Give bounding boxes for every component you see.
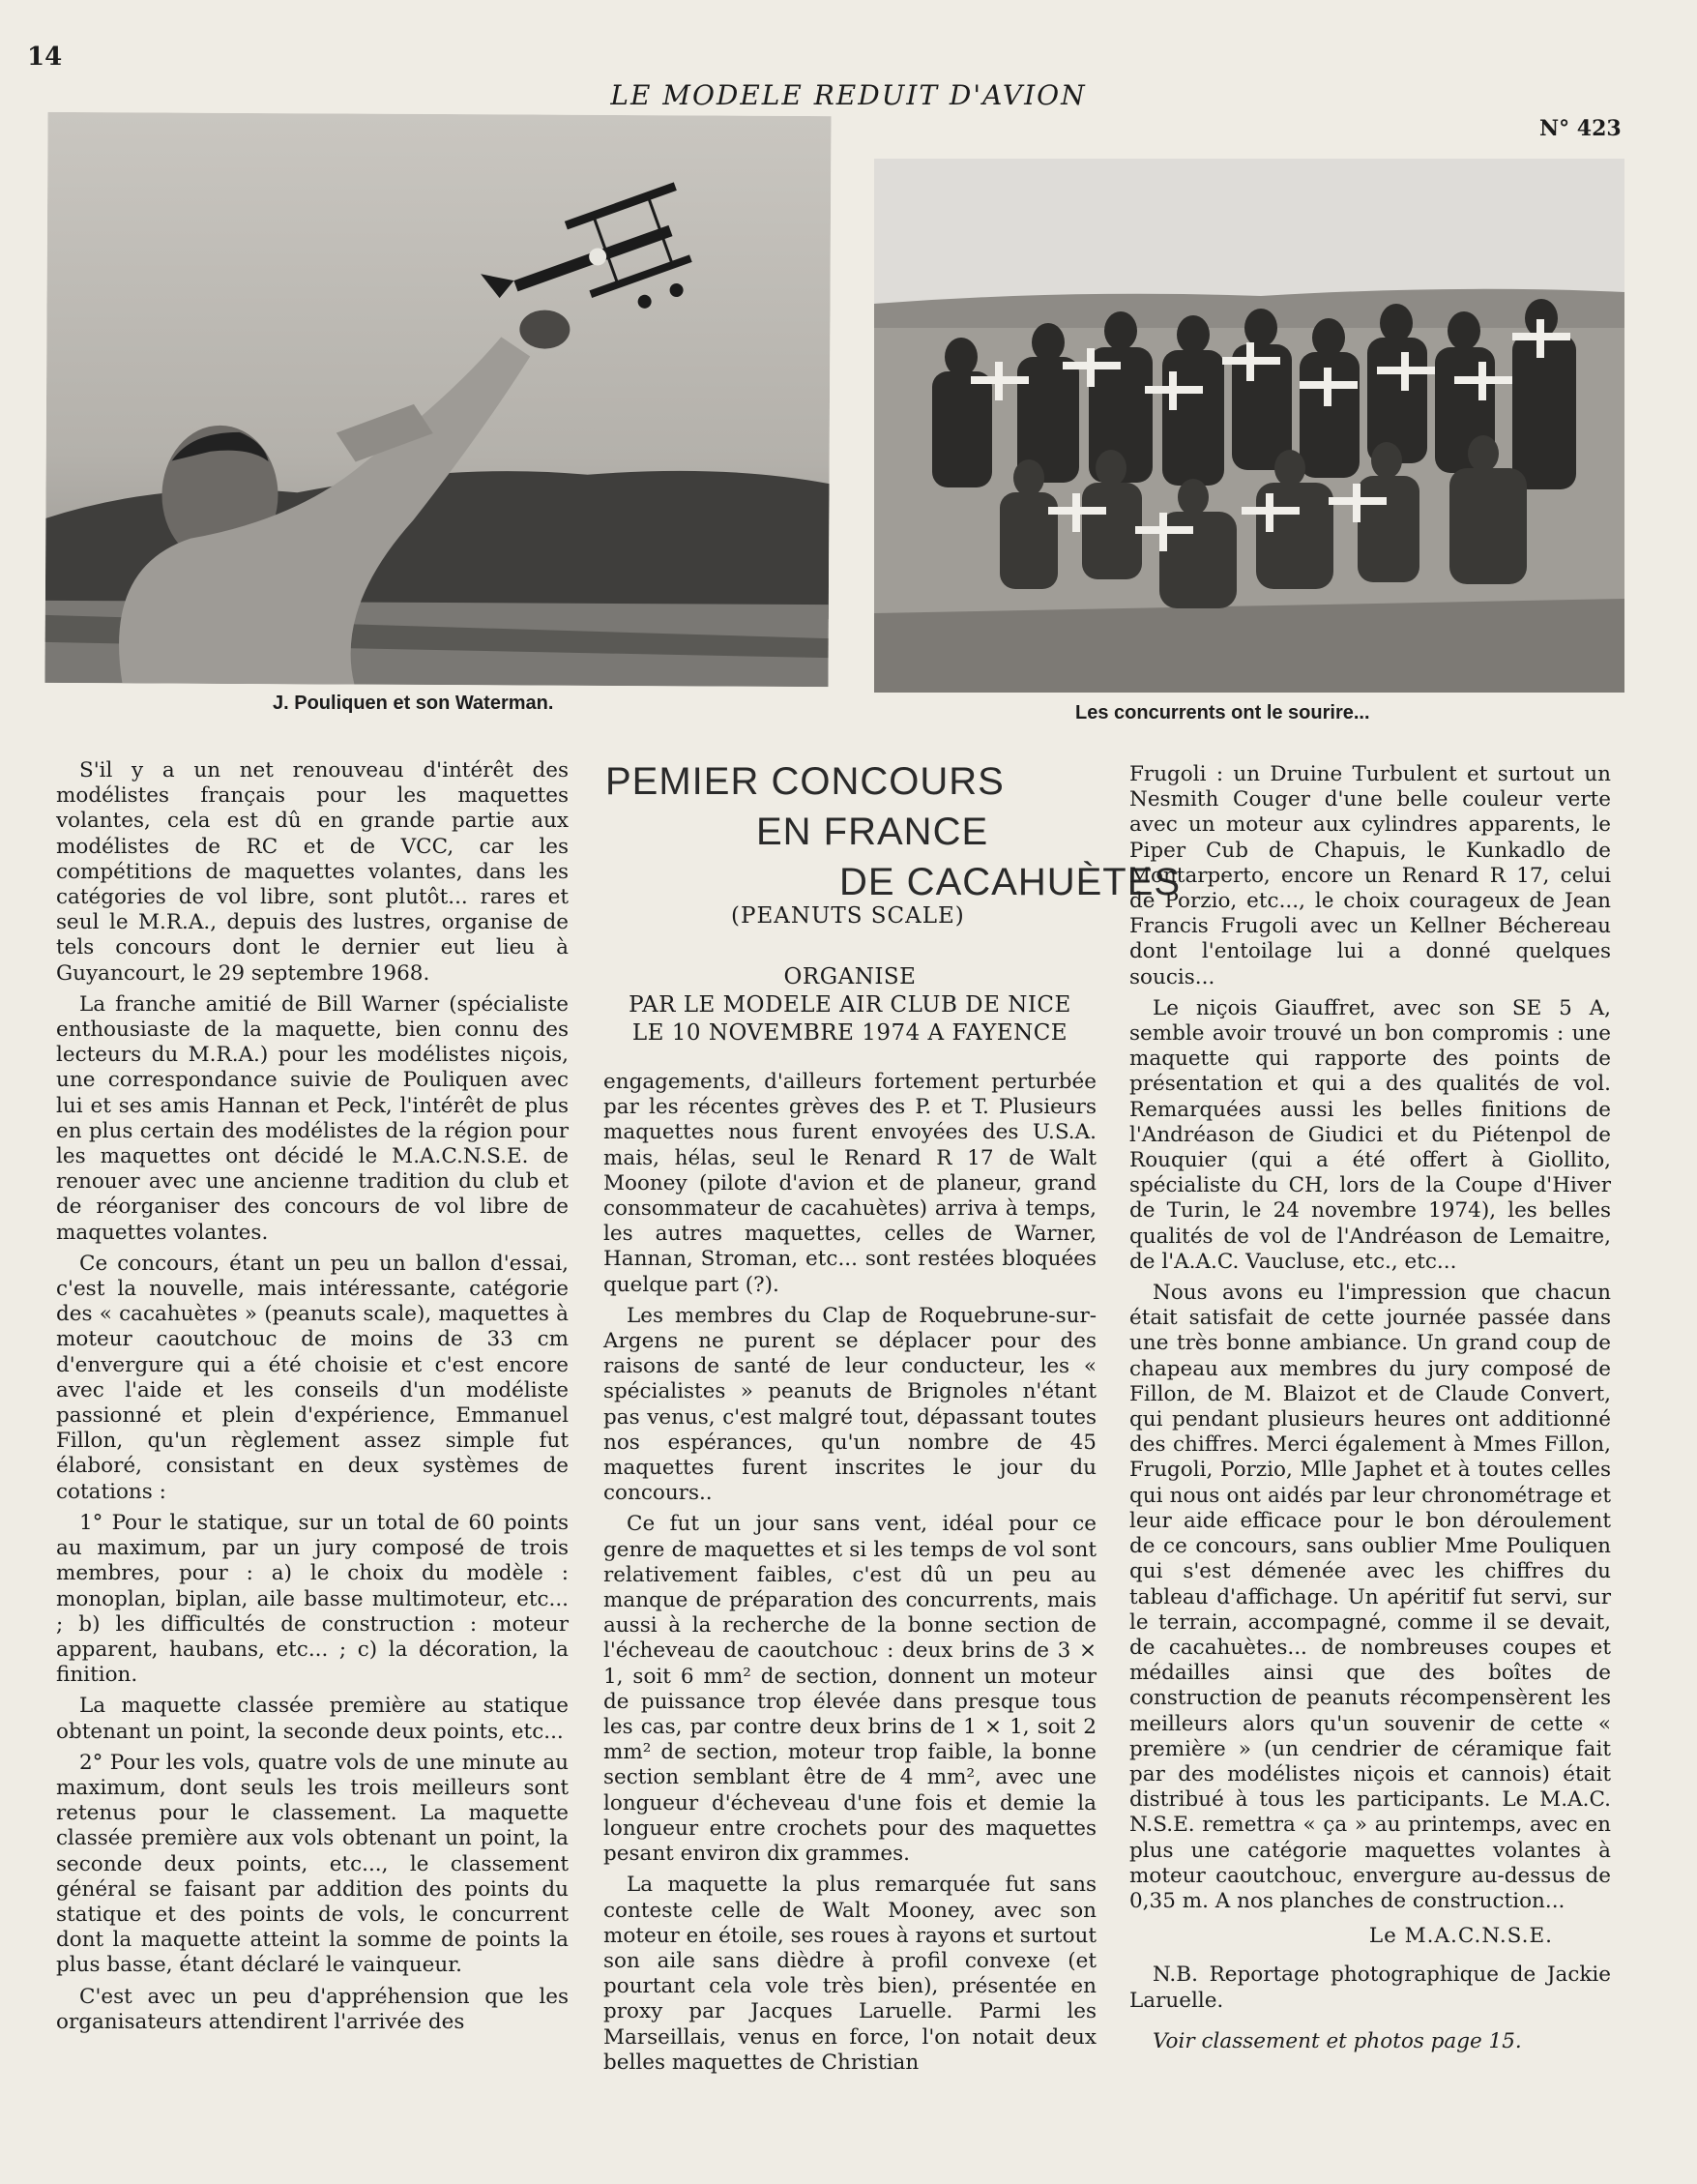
page-number: 14: [27, 43, 63, 72]
photo-group-image: [874, 159, 1624, 693]
headline-line-1: PEMIER CONCOURS: [605, 760, 1005, 803]
article-column-left: [56, 758, 569, 2041]
organiser-line-2: PAR LE MODELE AIR CLUB DE NICE: [629, 992, 1071, 1018]
organiser-line-1: ORGANISE: [783, 964, 917, 989]
paragraph: Nous avons eu l'impression que chacun était satisfait de cette journée passée dans une très bonne ambiance. Un grand coup de chapeau aux membres du jury composé de Fillon, de M. Blaizot et de Claude Convert, qui pendant plusieurs heures ont additionné des chiffres. Merci également à Mmes Fillon, Frugoli, Porzio, Mlle Japhet et à toutes celles qui nous ont aidés par leur chronométrage et leur aide efficace pour le bon déroulement de ce concours, sans oublier Mme Pouliquen qui s'est démenée avec les chiffres du tableau d'affichage. Un apéritif fut servi, sur le terrain, accompagné, comme il se devait, de cacahuètes... de nombreuses coupes et médailles ainsi que des boîtes de construction de peanuts récompensèrent les meilleurs alors qu'un souvenir de cette « première » (un cendrier de céramique fait par des modélistes niçois et cannois) était distribué à tous les participants. Le M.A.C. N.S.E. remettra « ça » au printemps, avec en plus une catégorie maquettes volantes à moteur caoutchouc, envergure au-dessus de 0,35 m. A nos planches de construction...: [1129, 1281, 1611, 1913]
paragraph: Ce fut un jour sans vent, idéal pour ce genre de maquettes et si les temps de vol sont relativement faibles, c'est dû un peu au manque de préparation des concurrents, mais aussi à la recherche de la bonne section de l'écheveau de caoutchouc : deux brins de 3 × 1, soit 6 mm² de section, donnent un moteur de puissance trop élevée dans presque tous les cas, par contre deux brins de 1 × 1, soit 2 mm² de section, moteur trop faible, la bonne section semblant être de 4 mm², avec une longueur d'écheveau d'une fois et demie la longueur entre crochets pour des maquettes pesant environ dix grammes.: [603, 1512, 1097, 1867]
article-signature: Le M.A.C.N.S.E.: [1368, 1924, 1553, 1949]
see-also-note: Voir classement et photos page 15.: [1153, 2028, 1522, 2053]
paragraph: Frugoli : un Druine Turbulent et surtout un Nesmith Couger d'une belle couleur verte avec un moteur aux cylindres apparents, le Piper Cub de Chapuis, le Kunkadlo de Montarperto, encore un Renard R 17, celui de Porzio, etc..., le choix courageux de Jean Francis Frugoli avec un Kellner Béchereau dont l'entoilage lui a donné quelques soucis...: [1129, 762, 1611, 989]
paragraph: Le niçois Giauffret, avec son SE 5 A, semble avoir trouvé un bon compromis : une maquette qui rapporte des points de présentation et qui a des qualités de vol. Remarquées aussi les belles finitions de l'Andréason de Giudici et du Piétenpol de Rouquier (qui a été offert à Giollito, spécialiste du CH, lors de la Coupe d'Hiver de Turin, le 24 novembre 1974), les belles qualités de vol de l'Andréason de Lemaitre, de l'A.A.C. Vaucluse, etc., etc...: [1129, 995, 1611, 1274]
headline-line-3: DE CACAHUÈTES: [839, 861, 1182, 903]
paragraph: S'il y a un net renouveau d'intérêt des modélistes français pour les maquettes volantes, cela est dû en grande partie aux modélistes de RC et de VCC, car les compétitions de maquettes volantes, dans les catégories de vol libre, sont plutôt... rares et seul le M.R.A., depuis des lustres, organise de tels concours dont le dernier eut lieu à Guyancourt, le 29 septembre 1968.: [56, 758, 569, 986]
article-column-right: [1129, 762, 1611, 2054]
article-column-middle: [603, 1070, 1097, 2081]
photo-caption-left: J. Pouliquen et son Waterman.: [273, 693, 554, 714]
headline-line-2: EN FRANCE: [756, 811, 989, 853]
photo-concurrents-group: [874, 159, 1624, 693]
paragraph: Ce concours, étant un peu un ballon d'essai, c'est la nouvelle, mais intéressante, catégorie des « cacahuètes » (peanuts scale), maquettes à moteur caoutchouc de moins de 33 cm d'envergure qui a été choisie et c'est encore avec l'aide et les conseils d'un modéliste passionné et plein d'expérience, Emmanuel Fillon, qu'un règlement assez simple fut élaboré, consistant en deux systèmes de cotations :: [56, 1251, 569, 1504]
paragraph: Les membres du Clap de Roquebrune-sur-Argens ne purent se déplacer pour des raisons de santé de leur conducteur, les « spécialistes » peanuts de Brignoles n'étant pas venus, c'est malgré tout, dépassant toutes nos espérances, qu'un nombre de 45 maquettes furent inscrites le jour du concours..: [603, 1303, 1097, 1506]
issue-number: N° 423: [1539, 116, 1622, 141]
article-headline: [603, 756, 1182, 907]
paragraph: La maquette la plus remarquée fut sans conteste celle de Walt Mooney, avec son moteur en étoile, ses roues à rayons et surtout son aile sans dièdre à profil convexe (et pourtant cela vole très bien), présentée en proxy par Jacques Laruelle. Parmi les Marseillais, venus en force, l'on notait deux belles maquettes de Christian: [603, 1873, 1097, 2075]
paragraph: 2° Pour les vols, quatre vols de une minute au maximum, dont seuls les trois meilleurs sont retenus pour le classement. La maquette classée première aux vols obtenant un point, la seconde deux points, etc..., le classement général se faisant par addition des points du statique et des points de vols, le concurrent dont la maquette atteint la somme de points la plus basse, étant déclaré le vainqueur.: [56, 1750, 569, 1978]
article-subheading: (PEANUTS SCALE): [731, 903, 965, 929]
paragraph: La maquette classée première au statique obtenant un point, la seconde deux points, etc...: [56, 1694, 569, 1744]
organiser-block: [603, 963, 1097, 1048]
paragraph: engagements, d'ailleurs fortement perturbée par les récentes grèves des P. et T. Plusieurs maquettes nous furent envoyées des U.S.A. mais, hélas, seul le Renard R 17 de Walt Mooney (pilote d'avion et de planeur, grand consommateur de cacahuètes) arriva à temps, les autres maquettes, celles de Warner, Hannan, Stroman, etc... sont restées bloquées quelque part (?).: [603, 1070, 1097, 1297]
photo-caption-right: Les concurrents ont le sourire...: [1075, 702, 1370, 723]
photo-pouliquen-image: [44, 112, 831, 687]
organiser-line-3: LE 10 NOVEMBRE 1974 A FAYENCE: [631, 1020, 1068, 1046]
magazine-title: LE MODELE REDUIT D'AVION: [610, 79, 1087, 111]
paragraph: 1° Pour le statique, sur un total de 60 points au maximum, par un jury composé de trois membres, pour : a) le choix du modèle : monoplan, biplan, aile basse multimoteur, etc... ; b) les difficultés de construction : moteur apparent, haubans, etc... ; c) la décoration, la finition.: [56, 1510, 569, 1688]
paragraph: La franche amitié de Bill Warner (spécialiste enthousiaste de la maquette, bien connu des lecteurs du M.R.A.) pour les modélistes niçois, une correspondance suivie de Pouliquen avec lui et ses amis Hannan et Peck, l'intérêt de plus en plus certain des modélistes de la région pour les maquettes ont décidé le M.A.C.N.S.E. de renouer avec une ancienne tradition du club et de réorganiser des concours de vol libre de maquettes volantes.: [56, 991, 569, 1245]
paragraph: C'est avec un peu d'appréhension que les organisateurs attendirent l'arrivée des: [56, 1984, 569, 2034]
photo-credit-note: N.B. Reportage photographique de Jackie Laruelle.: [1129, 1963, 1611, 2013]
photo-pouliquen-waterman: [44, 112, 831, 687]
